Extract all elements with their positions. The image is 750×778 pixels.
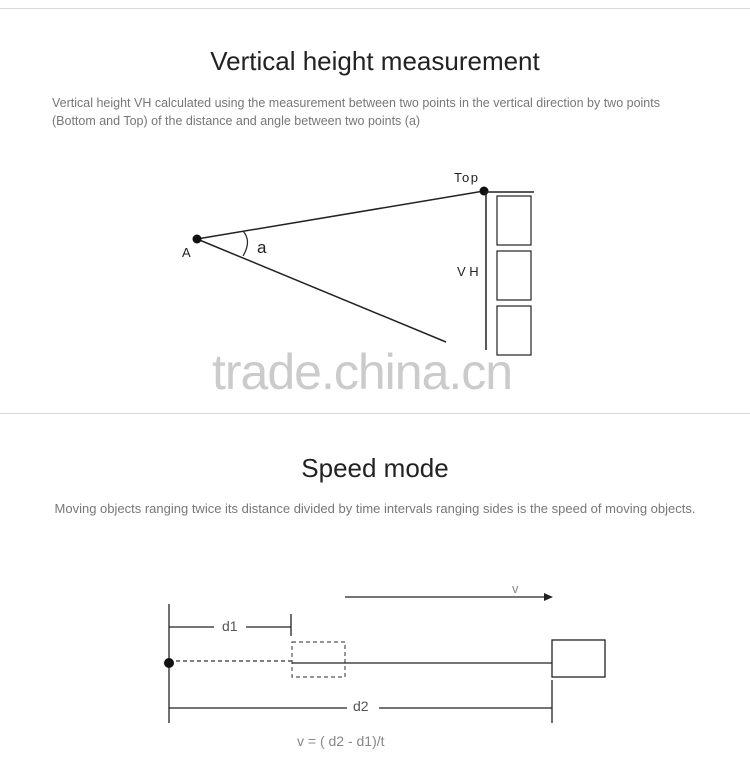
vh-label: V H <box>457 264 479 279</box>
building-window-2 <box>497 251 531 300</box>
description-line-2: (Bottom and Top) of the distance and angle between two points (a) <box>52 114 421 128</box>
d2-label: d2 <box>353 698 369 714</box>
origin-marker <box>164 658 174 668</box>
d1-label: d1 <box>222 618 238 634</box>
object-current-position <box>552 640 605 677</box>
section-divider <box>0 413 750 414</box>
description-line-1: Vertical height VH calculated using the measurement between two points in the vertical direction by two points <box>52 96 660 110</box>
object-previous-position <box>292 642 345 677</box>
top-divider <box>0 8 750 9</box>
section-description-speed-mode: Moving objects ranging twice its distance divided by time intervals ranging sides is the speed of moving objects. <box>54 501 696 516</box>
building-window-1 <box>497 196 531 245</box>
section-description-vertical-height <box>52 94 732 130</box>
sight-line-top <box>197 191 484 239</box>
velocity-label: v <box>512 581 519 596</box>
top-label: Top <box>454 170 480 185</box>
section-title-speed-mode: Speed mode <box>301 453 449 483</box>
speed-mode-diagram <box>0 575 750 755</box>
point-a-marker <box>193 235 202 244</box>
point-a-label: A <box>182 245 191 260</box>
watermark-text: trade.china.cn <box>212 344 513 400</box>
sight-line-bottom <box>197 239 446 342</box>
section-title-vertical-height: Vertical height measurement <box>210 46 540 76</box>
angle-arc <box>243 231 248 256</box>
speed-formula: v = ( d2 - d1)/t <box>297 733 385 749</box>
top-point-marker <box>480 187 489 196</box>
velocity-arrow-head <box>544 593 553 601</box>
angle-label: a <box>257 238 267 257</box>
